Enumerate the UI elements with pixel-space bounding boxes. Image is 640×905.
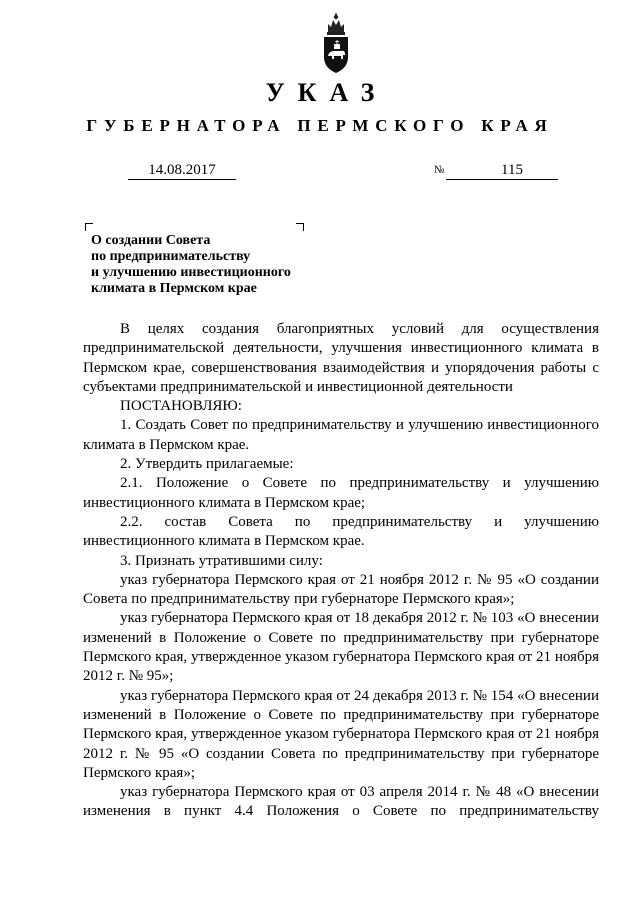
document-number-field (446, 161, 558, 180)
document-title: УКАЗ (265, 78, 388, 107)
paragraph-item-1: 1. Создать Совет по предпринимательству и улучшению инвестиционного климата в Пермском крае. (83, 417, 599, 453)
paragraph-repealed-decree-4: указ губернатора Пермского края от 03 апреля 2014 г. № 48 «О внесении изменения в пункт 4.4 Положения о Совете по предпринимательству (83, 784, 599, 820)
paragraph-item-2: 2. Утвердить прилагаемые: (120, 456, 294, 473)
paragraph-item-2-1: 2.1. Положение о Совете по предпринимательству и улучшению инвестиционного климата в Пермском крае; (83, 475, 599, 511)
paragraph-repealed-decree-3: указ губернатора Пермского края от 24 декабря 2013 г. № 154 «О внесении изменений в Положение о Совете по предпринимательству при губернаторе Пермского края, утвержденное указом губернатора Пермского края от 21 ноября 2012 г. № 95 «О создании Совета по предпринимательству при губернаторе Пермского края»; (83, 687, 599, 781)
heading-line: климата в Пермском крае (91, 281, 257, 296)
heading-corner-right (296, 223, 304, 231)
paragraph-item-3: 3. Признать утратившими силу: (120, 552, 323, 569)
document-subtitle: ГУБЕРНАТОРА ПЕРМСКОГО КРАЯ (86, 116, 554, 135)
paragraph-repealed-decree-1: указ губернатора Пермского края от 21 ноября 2012 г. № 95 «О создании Совета по предпринимательству при губернаторе Пермского края»; (83, 571, 599, 608)
heading-corner-left (85, 223, 93, 231)
heading-line: О создании Совета (91, 233, 211, 248)
document-number: 115 (501, 162, 523, 178)
paragraph-preamble: В целях создания благоприятных условий для осуществления предпринимательской деятельности, улучшения инвестиционного климата в Пермском крае, совершенствования взаимодействия и упорядочения работы с субъектами предпринимательской и инвестиционной деятельности (83, 321, 599, 395)
paragraph-item-2-2: 2.2. состав Совета по предпринимательству и улучшению инвестиционного климата в Пермском крае. (83, 513, 599, 550)
perm-krai-coat-of-arms-icon (321, 12, 351, 74)
number-label: № (434, 164, 445, 176)
heading-line: по предпринимательству (91, 249, 251, 264)
heading-line: и улучшению инвестиционного (91, 265, 291, 280)
paragraph-repealed-decree-2: указ губернатора Пермского края от 18 декабря 2012 г. № 103 «О внесении изменений в Положение о Совете по предпринимательству при губернаторе Пермского края, утвержденное указом губернатора Пермского края от 21 ноября 2012 г. № 95»; (83, 610, 599, 685)
document-body (83, 320, 599, 822)
document-heading (91, 233, 321, 297)
document-date: 14.08.2017 (128, 161, 236, 180)
paragraph-resolve: ПОСТАНОВЛЯЮ: (120, 398, 242, 415)
